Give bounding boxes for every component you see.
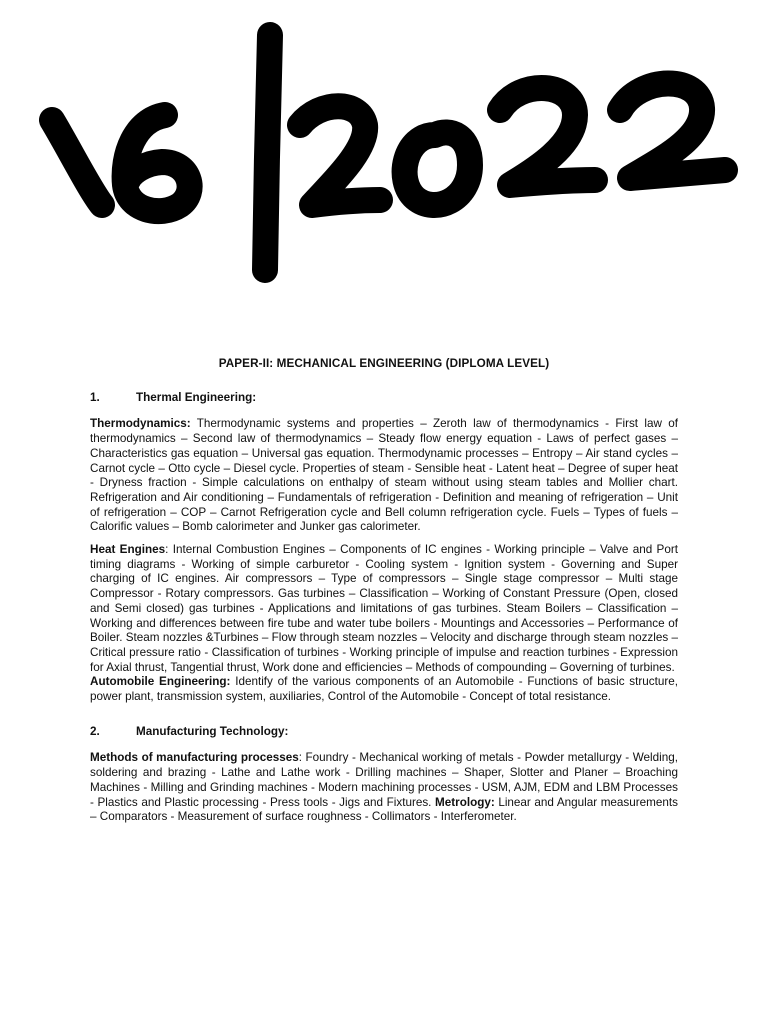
section-number: 1. bbox=[90, 390, 100, 404]
section-heading-thermal bbox=[90, 391, 678, 406]
paragraph-text: Identify of the various components of an Automobile - Functions of basic structure, power plant, transmission system, auxiliaries, Control of the Automobile - Concept of total resistance. bbox=[90, 675, 678, 704]
handwritten-digit-0 bbox=[405, 133, 470, 206]
handwritten-digit-2b bbox=[500, 88, 595, 185]
paragraph-text: Thermodynamic systems and properties – Zeroth law of thermodynamics - First law of thermodynamics – Second law of thermodynamics – Steady flow energy equation - Laws of perfect gases – Characteristics gas equation – Universal gas equation. Thermodynamic processes – Entropy – Air stand cycles – Carnot cycle – Otto cycle – Diesel cycle. Properties of steam - Sensible heat - Latent heat – Degree of super heat - Dryness fraction - Simple calculations on enthalpy of steam without using steam tables and Mollier chart. Refrigeration and Air conditioning – Fundamentals of refrigeration - Definition and meaning of refrigeration – Unit of refrigeration – COP – Carnot Refrigeration cycle and Bell column refrigeration cycle. Fuels – Types of fuels – Calorific values – Bomb calorimeter and Junker gas calorimeter. bbox=[90, 417, 678, 534]
handwritten-slash bbox=[265, 35, 270, 270]
paragraph-text: : Internal Combustion Engines – Components of IC engines - Working principle – Valve and Port timing diagrams - Working of simple carburetor - Cooling system - Ignition system - Governing and Super charging of IC engines. Air compressors – Type of compressors – Single stage compressor – Multi stage Compressor - Rotary compressors. Gas turbines – Classification – Working of Constant Pressure (Open, closed and Semi closed) gas turbines - Applications and limitations of gas turbines. Steam Boilers – Classification – Working and differences between fire tube and water tube boilers - Mountings and Accessories – Performance of Boiler. Steam nozzles &Turbines – Flow through steam nozzles – Velocity and discharge through steam nozzles – Critical pressure ratio - Classification of turbines - Working principle of impulse and reaction turbines - Expression for Axial thrust, Tangential thrust, Work done and efficiencies – Methods of compounding – Governing of turbines. bbox=[90, 543, 678, 674]
handwritten-digit-2c bbox=[620, 83, 725, 178]
handwritten-digit-1 bbox=[52, 120, 102, 205]
handwritten-digit-2 bbox=[300, 106, 380, 205]
paragraph-label: Automobile Engineering: bbox=[90, 675, 231, 689]
paragraph-heat-engines bbox=[90, 543, 678, 675]
paragraph-label: Heat Engines bbox=[90, 543, 166, 557]
document-title: PAPER-II: MECHANICAL ENGINEERING (DIPLOMA LEVEL) bbox=[218, 357, 550, 370]
syllabus-document bbox=[90, 357, 678, 833]
handwritten-date-annotation bbox=[30, 20, 750, 300]
paragraph-manufacturing-methods bbox=[90, 751, 678, 825]
paragraph-label: Thermodynamics: bbox=[90, 417, 191, 431]
section-title: Manufacturing Technology: bbox=[136, 724, 289, 738]
section-title: Thermal Engineering: bbox=[136, 390, 257, 404]
section-heading-manufacturing bbox=[90, 725, 678, 740]
paragraph-label: Methods of manufacturing processes bbox=[90, 751, 299, 765]
section-number: 2. bbox=[90, 724, 100, 738]
paragraph-text-metrology: Linear and Angular measurements – Comparators - Measurement of surface roughness - Collimators - Interferometer. bbox=[90, 795, 678, 824]
paragraph-automobile bbox=[90, 675, 678, 704]
paragraph-label-metrology: Metrology: bbox=[435, 795, 495, 809]
handwritten-digit-6 bbox=[125, 115, 190, 211]
paragraph-thermodynamics bbox=[90, 417, 678, 535]
paragraph-text: : Foundry - Mechanical working of metals - Powder metallurgy - Welding, soldering and brazing - Lathe and Lathe work - Drilling machines – Shaper, Slotter and Planer – Broaching Machines - Milling and Grinding machines - Modern machining processes - USM, AJM, EDM and LBM Processes - Plastics and Plastic processing - Press tools - Jigs and Fixtures. bbox=[90, 751, 678, 809]
